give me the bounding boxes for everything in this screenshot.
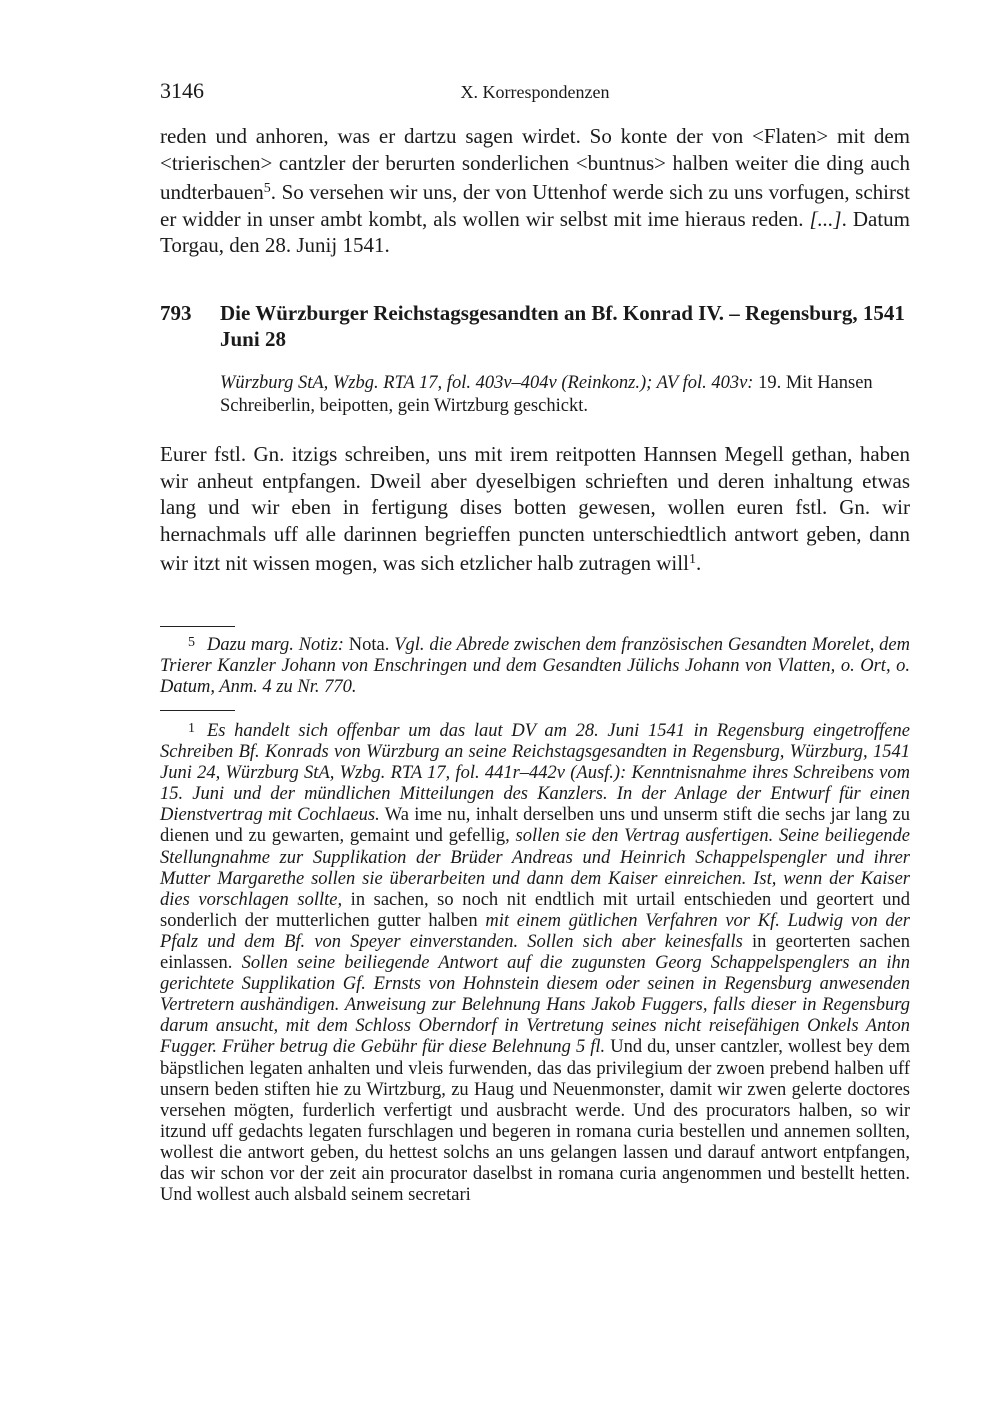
- page-header: [160, 78, 910, 108]
- paragraph-end: .: [695, 551, 702, 576]
- footnote-text: in georterten sachen einlassen.: [160, 931, 910, 974]
- running-title: X. Korrespondenzen: [460, 82, 610, 102]
- paragraph-continued: [160, 123, 910, 259]
- footnote-5: [160, 632, 910, 699]
- footnote-text: Und du, unser cantzler, wollest bey dem bäpstlichen legaten anhalten und vleis furwenden, das das privilegium der zwoen prebend halben uff unsern beden stiften hie zu Wirtzburg, zu Haug und Neuenmonster, damit wir zwen gelerte doctores versehen mögten, furderlich verfertigt und ausbracht werde. Und des procurators halben, so wir itzund uff gedachts legaten furschlagen und begeren in romana curia bestellen und annemen sollten, wollest die antwort geben, du hettest solchs an uns gelangen lassen und darauf antwort entpfangen, das wir schon vor der zeit ain procurator daselbst in romana curia angenommen und bestellt hetten. Und wollest auch alsbald seinem secretari: [160, 1037, 910, 1206]
- paragraph-text: . Datum Torgau, den 28. Junij 1541.: [160, 206, 911, 258]
- letter-body: [160, 441, 910, 577]
- footnote-italic: Sollen seine beiliegende Antwort auf die zugunsten Georg Schappelspenglers an ihn gerichtete Supplikation Gf. Ernsts von Hohnstein diesem oder seinen in Regensburg anwesenden Vertretern aushändigen. Anweisung zur Belehnung Hans Jakob Fuggers, falls dieser in Regensburg darum ansucht, mit dem Schloss Oberndorf in Vertretung seines nicht reisefähigen Onkels Anton Fugger. Früher betrug die Gebühr für diese Belehnung 5 fl.: [160, 953, 910, 1058]
- footnote-text: Wa ime nu, inhalt derselben uns und unserm stift die sechs jar lang zu dienen und zu gewarten, gemaint und gefellig,: [160, 805, 910, 847]
- editorial-ellipsis: [...]: [809, 206, 842, 231]
- footnote-italic: sollen sie den Vertrag ausfertigen. Seine beiliegende Stellungnahme zur Supplikation der Brüder Andreas und Heinrich Schappelspengler und ihrer Mutter Margarethe sollen sie überarbeiten und dann dem Kaiser einreichen. Ist, wenn der Kaiser dies vorschlagen sollte,: [160, 826, 910, 910]
- page-number: 3146: [160, 78, 204, 103]
- footnote-italic: Vgl. die Abrede zwischen dem französischen Gesandten Morelet, dem Trierer Kanzler Johann von Enschringen und dem Gesandten Jülichs Johann von Vlatten, o. Ort, o. Datum, Anm. 4 zu Nr. 770.: [160, 635, 910, 698]
- source-note: [220, 372, 910, 417]
- footnote-text: in sachen, so noch nit endtlich mit urtail entschieden und geortert und sonderlich der mutterlichen gutter halben: [160, 889, 910, 931]
- paragraph-text: Eurer fstl. Gn. itzigs schreiben, uns mit irem reitpotten Hannsen Megell gethan, haben wir anheut entpfangen. Dweil aber dyeselbigen schrieften und deren inhaltung etwas lang und wir eben in fertigung dises botten gewesen, wollen euren fstl. Gn. wir hernachmals uff alle darinnen begrieffen puncten unterschiedtlich antwort geben, dann wir itzt nit wissen mogen, was sich etzlicher halb zutragen will: [160, 442, 910, 576]
- footnote-divider: [160, 626, 235, 627]
- footnote-italic: Es handelt sich offenbar um das laut DV am 28. Juni 1541 in Regensburg eingetroffene Schreiben Bf. Konrads von Würzburg an seine Reichstagsgesandten in Regensburg, Würzburg, 1541 Juni 24, Würzburg StA, Wzbg. RTA 17, fol. 441r–442v (Ausf.): Kenntnisnahme ihres Schreibens vom 15. Juni und der mündlichen Mitteilungen des Kanzlers. In der Anlage der Entwurf für einen Dienstvertrag mit Cochlaeus.: [160, 721, 910, 826]
- footnote-reference-1: 1: [688, 552, 696, 568]
- footnote-1: [160, 718, 910, 1206]
- footnote-marker: 5: [188, 635, 195, 650]
- footnote-marker: 1: [188, 721, 195, 736]
- footnote-divider: [160, 710, 235, 711]
- footnote-italic: Dazu marg. Notiz:: [207, 635, 344, 655]
- paragraph-text: . So versehen wir uns, der von Uttenhof werde sich zu uns vorfugen, schirst er widder in unser ambt kombt, als wollen wir selbst mit ime hieraus reden.: [160, 180, 910, 231]
- source-archive: Würzburg StA, Wzbg. RTA 17, fol. 403v–404v (Reinkonz.); AV fol. 403v:: [220, 373, 754, 393]
- footnote-text: Nota.: [343, 635, 395, 655]
- footnote-italic: mit einem gütlichen Verfahren vor Kf. Ludwig von der Pfalz und dem Bf. von Speyer einverstanden. Sollen sich aber keinesfalls: [160, 910, 910, 952]
- footnote-reference-5: 5: [263, 181, 271, 197]
- paragraph-text: reden und anhoren, was er dartzu sagen wirdet. So konte der von <Flaten> mit dem <trierischen> cantzler der berurten sonderlichen <buntnus> halben weiter die ding auch undterbauen: [160, 124, 910, 205]
- document-title: Die Würzburger Reichstagsgesandten an Bf. Konrad IV. – Regensburg, 1541 Juni 28: [220, 301, 905, 351]
- document-number: 793: [160, 301, 192, 325]
- source-remark: 19. Mit Hansen Schreiberlin, beipotten, gein Wirtzburg geschickt.: [220, 373, 873, 416]
